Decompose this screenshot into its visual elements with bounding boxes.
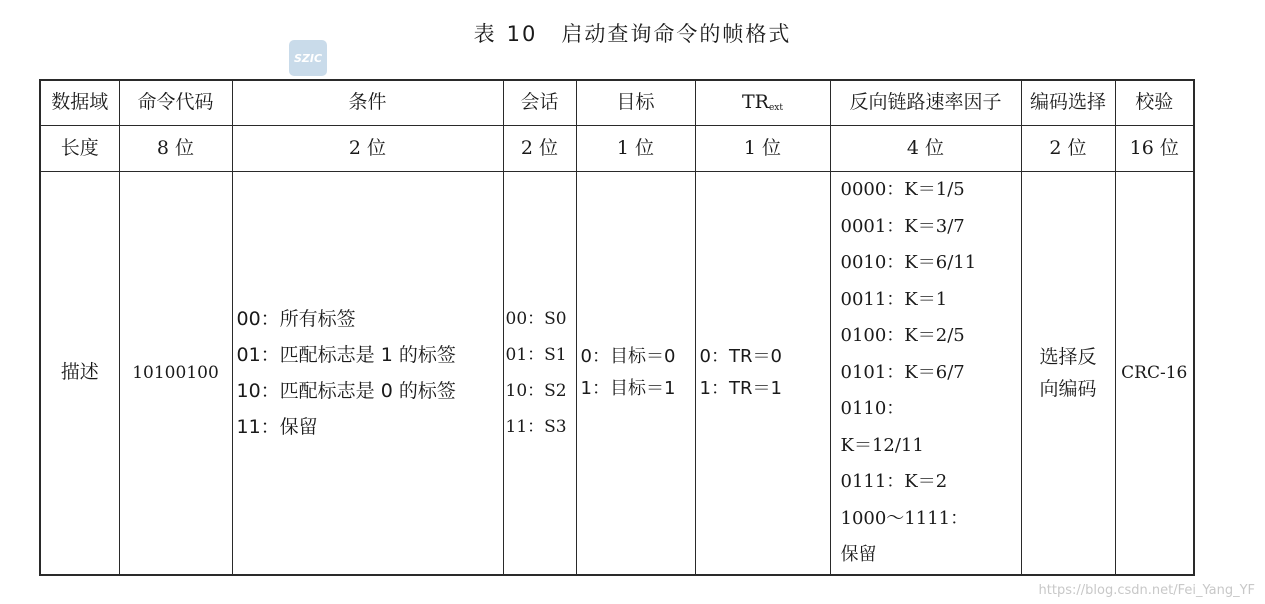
encoding-line: 选择反 [1039, 345, 1097, 368]
rate-line: 0010：K＝6/11 [840, 252, 977, 273]
target-line: 0：目标＝0 [580, 345, 676, 367]
length-row [40, 125, 1194, 171]
rate-line: 1000～1111： [840, 507, 969, 529]
condition-line: 01：匹配标志是 1 的标签 [236, 343, 456, 366]
table-title-prefix: 表 [473, 22, 497, 46]
length-cell: 2 位 [503, 125, 576, 171]
watermark: https://blog.csdn.net/Fei_Yang_YF [1038, 583, 1255, 598]
length-cell: 2 位 [232, 125, 503, 171]
szic-logo: SZIC [289, 40, 327, 76]
header-cell: 条件 [232, 80, 503, 125]
description-row [40, 171, 1194, 575]
length-cell: 1 位 [695, 125, 830, 171]
table-title-text: 启动查询命令的帧格式 [561, 22, 792, 46]
session-line: 11：S3 [505, 416, 567, 437]
length-cell: 长度 [40, 125, 119, 171]
condition-line: 10：匹配标志是 0 的标签 [236, 379, 456, 402]
desc-label-cell: 描述 [40, 171, 119, 575]
condition-line: 00：所有标签 [236, 307, 356, 330]
header-tr-subscript: ext [768, 103, 783, 114]
checksum-cell: CRC-16 [1115, 171, 1194, 575]
rate-line: 0101：K＝6/7 [840, 361, 965, 383]
header-cell: 命令代码 [119, 80, 232, 125]
rate-line: 0000：K＝1/5 [840, 179, 965, 200]
trext-cell [695, 171, 830, 575]
target-cell [576, 171, 695, 575]
header-cell: 数据域 [40, 80, 119, 125]
length-cell: 16 位 [1115, 125, 1194, 171]
header-cell: 反向链路速率因子 [830, 80, 1021, 125]
length-cell: 2 位 [1021, 125, 1115, 171]
header-row [40, 80, 1194, 125]
target-line: 1：目标＝1 [580, 377, 676, 399]
encoding-line: 向编码 [1039, 377, 1097, 400]
rate-line: 0100：K＝2/5 [840, 325, 965, 346]
length-cell: 8 位 [119, 125, 232, 171]
header-cell: 会话 [503, 80, 576, 125]
encoding-cell [1021, 171, 1115, 575]
length-cell: 4 位 [830, 125, 1021, 171]
header-tr: TR [741, 91, 769, 114]
frame-format-table [39, 79, 1195, 576]
table-title-number: 10 [506, 22, 538, 46]
rate-line: 0001：K＝3/7 [840, 215, 965, 237]
rate-line: 0111：K＝2 [840, 471, 948, 492]
length-cell: 1 位 [576, 125, 695, 171]
rate-line: K＝12/11 [840, 434, 924, 456]
trext-line: 1：TR＝1 [699, 377, 782, 399]
condition-cell [232, 171, 503, 575]
header-cell: 目标 [576, 80, 695, 125]
rate-line: 0011：K＝1 [840, 288, 948, 310]
session-line: 10：S2 [505, 380, 567, 401]
header-cell: 编码选择 [1021, 80, 1115, 125]
session-line: 00：S0 [505, 308, 567, 329]
trext-line: 0：TR＝0 [699, 345, 782, 367]
header-cell: 校验 [1115, 80, 1194, 125]
condition-line: 11：保留 [236, 415, 318, 438]
session-line: 01：S1 [505, 344, 567, 365]
rate-factor-cell [830, 171, 1021, 575]
table-title [0, 18, 1265, 48]
header-cell-trext [695, 80, 830, 125]
command-code-cell: 10100100 [119, 171, 232, 575]
session-cell [503, 171, 576, 575]
rate-line: 保留 [840, 544, 877, 565]
rate-line: 0110： [840, 398, 905, 419]
